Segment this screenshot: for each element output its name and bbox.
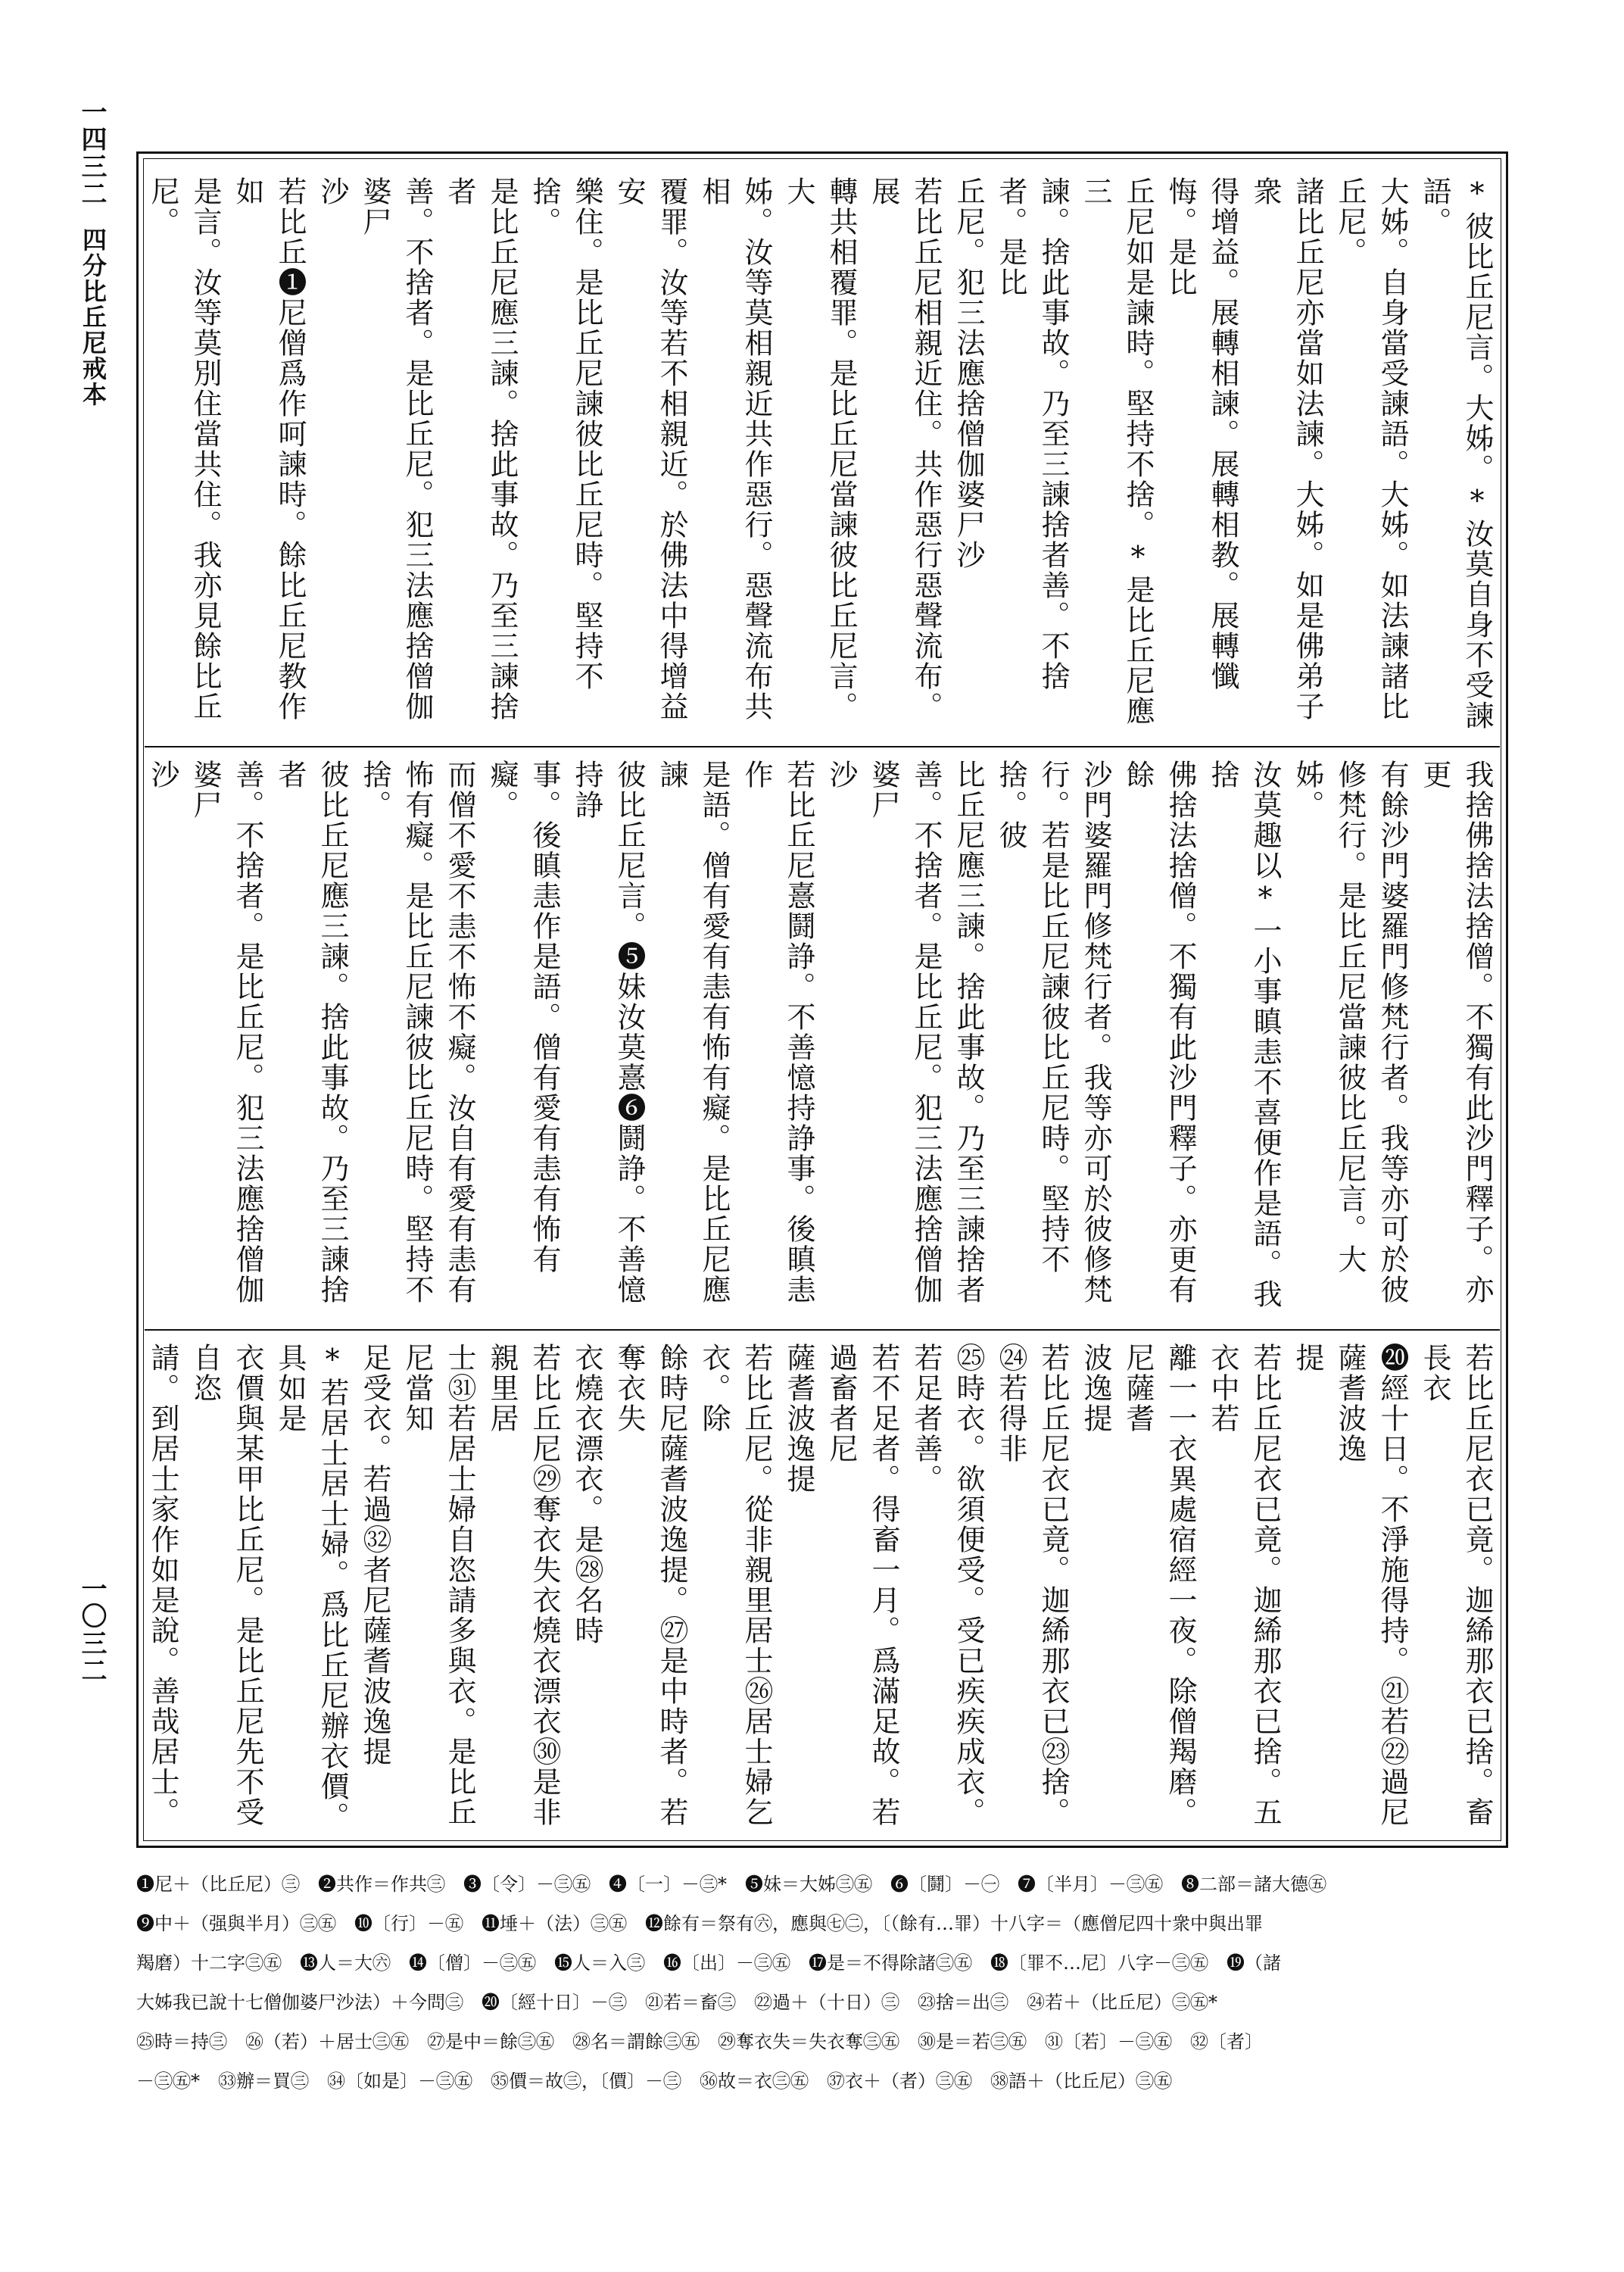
text-column: 丘尼如是諫時。堅持不捨。*是比丘尼應三 (1079, 176, 1155, 726)
text-column: *彼比丘尼言。大姊。*汝莫自身不受諫語。 (1418, 176, 1494, 731)
text-column: 若比丘尼憙鬪諍。不善憶持諍事。後瞋恚作 (740, 760, 815, 1305)
text-column: 大姊。自身當受諫語。大姊。如法諫諸比丘尼。 (1333, 176, 1409, 722)
text-column: 姊。汝等莫相親近共作惡行。惡聲流布共相 (697, 176, 773, 722)
text-column: 彼比丘尼應三諫。捨此事故。乃至三諫捨者 (273, 760, 349, 1305)
page-number-alt: 一〇三二 (76, 1575, 107, 1684)
text-column: 薩耆波逸提 (782, 1343, 815, 1494)
text-column: 彼比丘尼言。❺妹汝莫憙❻鬪諍。不善憶持諍 (570, 760, 646, 1305)
text-column: 足受衣。若過㉜者尼薩耆波逸提 (358, 1343, 391, 1767)
text-column: 得增益。展轉相諫。展轉相教。展轉懺悔。是比 (1164, 176, 1239, 691)
text-column: 怖有癡。是比丘尼諫彼比丘尼時。堅持不捨。 (358, 760, 434, 1305)
text-column: 而僧不愛不恚不怖不癡。汝自有愛有恚有 (443, 760, 476, 1305)
footnote-line: ❶尼＋（比丘尼）㊂ ❷共作＝作共㊂ ❸〔令〕－㊂㊄ ❹〔一〕－㊂* ❺妹＝大姊㊂㊄ ❻〔鬪〕－㊀ ❼〔半月〕－㊂㊄ ❽二部＝諸大德㊄ (136, 1874, 1326, 1895)
text-column: 波逸提 (1079, 1343, 1112, 1434)
register-middle (146, 760, 1498, 1320)
text-column: 有餘沙門婆羅門修梵行者。我等亦可於彼 (1376, 760, 1409, 1305)
text-column: 汝莫趣以*一小事瞋恚不喜便作是語。我捨 (1206, 760, 1282, 1309)
footnote-line: ㉕時＝持㊂ ㉖（若）＋居士㊂㊄ ㉗是中＝餘㊂㊄ ㉘名＝謂餘㊂㊄ ㉙奪衣失＝失衣奪㊂㊄ ㉚是＝若㊂㊄ ㉛〔若〕－㊂㊄ ㉜〔者〕 (136, 2031, 1263, 2052)
text-column: 佛捨法捨僧。不獨有此沙門釋子。亦更有餘 (1121, 760, 1197, 1305)
text-column: 丘尼。犯三法應捨僧伽婆尸沙 (952, 176, 985, 570)
text-column: 諸比丘尼亦當如法諫。大姊。如是佛弟子衆 (1248, 176, 1324, 722)
text-column: ⓴經十日。不淨施得持。㉑若㉒過尼薩耆波逸 (1333, 1343, 1409, 1827)
text-column: 比丘尼應三諫。捨此事故。乃至三諫捨者 (952, 760, 985, 1305)
footnotes (136, 1865, 1508, 2107)
text-column: 是比丘尼應三諫。捨此事故。乃至三諫捨者 (443, 176, 519, 722)
text-column: 若比丘尼衣已竟。迦絺那衣已捨。畜長衣 (1418, 1343, 1494, 1827)
text-column: 若比丘尼相親近住。共作惡行惡聲流布。展 (867, 176, 943, 722)
footnote-line: 大姊我已說十七僧伽婆尸沙法）＋今問㊂ ⓴〔經十日〕－㊂ ㉑若＝畜㊂ ㉒過＋（十日）㊂ ㉓捨＝出㊂ ㉔若＋（比丘尼）㊂㊄* (136, 1992, 1217, 2013)
text-frame (136, 151, 1508, 1848)
text-column: 事。後瞋恚作是語。僧有愛有恚有怖有癡。 (485, 760, 561, 1275)
page-number: 一四三二 (76, 98, 107, 208)
text-column: 修梵行。是比丘尼當諫彼比丘尼言。大姊。 (1291, 760, 1367, 1275)
book-title: 四分比丘尼戒本 (79, 227, 108, 407)
text-column: 請。到居士家作如是說。善哉居士。 (146, 1343, 179, 1827)
text-column: 沙 (146, 760, 179, 790)
register-top (146, 176, 1498, 737)
footnote-line: －㊂㊄* ㉝辦＝買㊂ ㉞〔如是〕－㊂㊄ ㉟價＝故㊂，〔價〕－㊂ ㊱故＝衣㊂㊄ ㊲衣＋（者）㊂㊄ ㊳語＋（比丘尼）㊂㊄ (136, 2071, 1172, 2092)
text-column: 若比丘尼。從非親里居士㉖居士婦乞衣。除 (697, 1343, 773, 1827)
register-divider (145, 1329, 1500, 1331)
text-column: *若居士居士婦。爲比丘尼辦衣價。具如是 (273, 1343, 349, 1832)
text-column: ㉕時衣。欲須便受。受已疾疾成衣。若足者善。 (909, 1343, 985, 1827)
text-column: 是言。汝等莫別住當共住。我亦見餘比丘尼。 (146, 176, 222, 722)
text-column: 若比丘尼衣已竟。迦絺那衣已㉓捨。㉔若得非 (994, 1343, 1070, 1827)
text-column: 若比丘尼衣已竟。迦絺那衣已捨。五衣中若 (1206, 1343, 1282, 1827)
footnote-line: 羯磨）十二字㊂㊄ ⓭人＝大㊅ ⓮〔僧〕－㊂㊄ ⓯人＝入㊂ ⓰〔出〕－㊂㊄ ⓱是＝不得除諸㊂㊄ ⓲〔罪不…尼〕八字－㊂㊄ ⓳（諸 (136, 1952, 1281, 1974)
register-bottom (146, 1343, 1498, 1835)
text-column: 善。不捨者。是比丘尼。犯三法應捨僧伽婆尸 (358, 176, 434, 722)
text-column: 沙 (824, 760, 858, 790)
text-column: 轉共相覆罪。是比丘尼當諫彼比丘尼言。大 (782, 176, 858, 722)
text-column: 若比丘❶尼僧爲作呵諫時。餘比丘尼教作如 (231, 176, 307, 722)
text-column: 善。不捨者。是比丘尼。犯三法應捨僧伽婆尸 (867, 760, 943, 1305)
text-column: 士㉛若居士婦自恣請多與衣。是比丘尼當知 (401, 1343, 476, 1827)
text-column: 諫。捨此事故。乃至三諫捨者善。不捨者。是比 (994, 176, 1070, 691)
text-column: 若比丘尼㉙奪衣失衣燒衣漂衣㉚是非親里居 (485, 1343, 561, 1827)
text-column: 沙門婆羅門修梵行者。我等亦可於彼修梵 (1079, 760, 1112, 1305)
text-column: 覆罪。汝等若不相親近。於佛法中得增益安 (613, 176, 688, 722)
text-column: 樂住。是比丘尼諫彼比丘尼時。堅持不捨。 (528, 176, 603, 691)
text-column: 離一一衣異處宿經一夜。除僧羯磨。尼薩耆 (1121, 1343, 1197, 1827)
register-divider (145, 746, 1500, 747)
text-column: 沙 (316, 176, 349, 207)
text-column: 衣價與某甲比丘尼。是比丘尼先不受自恣 (189, 1343, 264, 1827)
text-column: 若不足者。得畜一月。爲滿足故。若過畜者尼 (824, 1343, 900, 1827)
footnote-line: ❾中＋（强與半月）㊂㊄ ❿〔行〕－㊄ ⓫埵＋（法）㊂㊄ ⓬餘有＝祭有㊅，應與㊆㊁，〔（餘有…罪）十八字＝（應僧尼四十衆中與出罪 (136, 1913, 1263, 1934)
text-column: 餘時尼薩耆波逸提。㉗是中時者。若奪衣失 (613, 1343, 688, 1827)
text-column: 我捨佛捨法捨僧。不獨有此沙門釋子。亦更 (1418, 760, 1494, 1305)
text-column: 行。若是比丘尼諫彼比丘尼時。堅持不捨。彼 (994, 760, 1070, 1275)
text-column: 善。不捨者。是比丘尼。犯三法應捨僧伽婆尸 (189, 760, 264, 1305)
running-header (65, 98, 111, 1704)
text-column: 是語。僧有愛有恚有怖有癡。是比丘尼應諫 (655, 760, 731, 1305)
text-column: 衣燒衣漂衣。是㉘名時 (570, 1343, 603, 1646)
text-column: 提 (1291, 1343, 1324, 1373)
